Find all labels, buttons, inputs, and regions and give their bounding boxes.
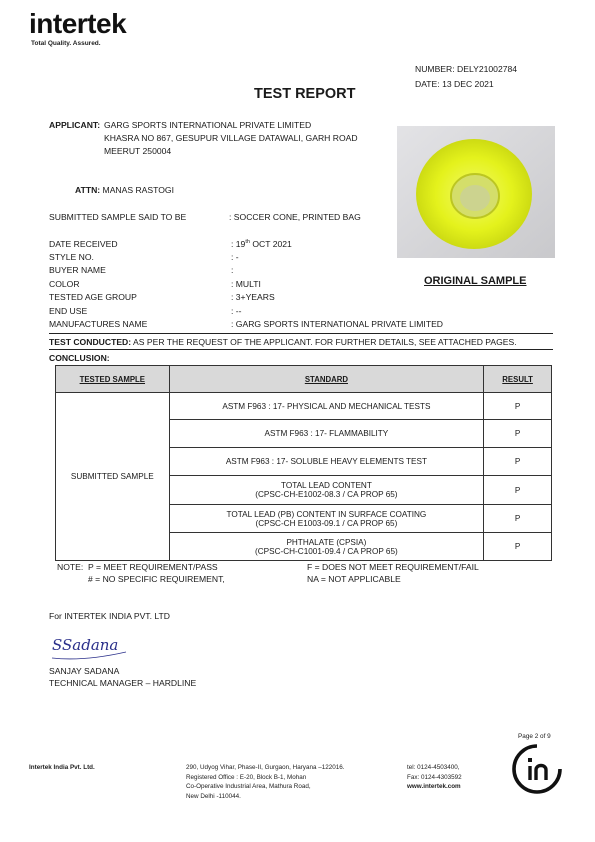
sample-name-cell: SUBMITTED SAMPLE — [56, 393, 170, 561]
sample-label: SUBMITTED SAMPLE SAID TO BE — [49, 212, 187, 222]
footer-tel: tel: 0124-4503400, — [407, 764, 460, 771]
footer-address — [186, 763, 344, 801]
result-cell: P — [484, 476, 552, 505]
applicant-line-2: KHASRA NO 867, GESUPUR VILLAGE DATAWALI, GARH ROAD — [104, 133, 358, 143]
col-standard: STANDARD — [169, 366, 484, 393]
standard-cell — [169, 533, 484, 561]
footer-address-line: Registered Office : E-20, Block B-1, Mohan — [186, 773, 307, 781]
results-table — [55, 365, 552, 561]
intertek-logo: intertek — [29, 8, 127, 39]
footer-address-line: 290, Udyog Vihar, Phase-II, Gurgaon, Haryana –122016. — [186, 764, 345, 771]
attn-value: MANAS RASTOGI — [102, 185, 175, 195]
field-value-age-group: : 3+YEARS — [231, 292, 275, 302]
col-tested-sample: TESTED SAMPLE — [56, 366, 170, 393]
field-label-buyer-name: BUYER NAME — [49, 265, 106, 275]
field-label-age-group: TESTED AGE GROUP — [49, 292, 137, 302]
date-label: DATE: — [415, 79, 440, 89]
field-value-end-use: : -- — [231, 306, 242, 316]
standard-cell — [169, 476, 484, 505]
applicant-label: APPLICANT: — [49, 120, 101, 130]
field-value-manufacturer: : GARG SPORTS INTERNATIONAL PRIVATE LIMITED — [231, 319, 444, 329]
standard-line: ASTM F963 : 17- SOLUBLE HEAVY ELEMENTS TEST — [225, 457, 427, 466]
note-pass: P = MEET REQUIREMENT/PASS — [88, 562, 218, 572]
number-label: NUMBER: — [415, 64, 455, 74]
signatory-title: TECHNICAL MANAGER – HARDLINE — [49, 678, 197, 688]
divider-bottom — [49, 349, 553, 350]
standard-line: TOTAL LEAD (PB) CONTENT IN SURFACE COATING — [226, 509, 427, 519]
standard-line: ASTM F963 : 17- PHYSICAL AND MECHANICAL TESTS — [222, 401, 431, 411]
table-row — [56, 393, 552, 420]
field-value-color: : MULTI — [231, 279, 261, 289]
intertek-circle-logo-icon — [510, 742, 564, 796]
test-conducted-text: AS PER THE REQUEST OF THE APPLICANT. FOR FURTHER DETAILS, SEE ATTACHED PAGES. — [133, 337, 517, 347]
standard-line: (CPSC-CH-E1002-08.3 / CA PROP 65) — [255, 490, 398, 499]
field-label-color: COLOR — [49, 279, 80, 289]
standard-line: PHTHALATE (CPSIA) — [286, 537, 367, 547]
standard-cell — [169, 393, 484, 420]
date-value: 13 DEC 2021 — [442, 79, 494, 89]
test-conducted-label: TEST CONDUCTED: — [49, 337, 132, 347]
signature: SSadana — [52, 636, 119, 654]
table-header-row — [56, 366, 552, 393]
field-label-end-use: END USE — [49, 306, 88, 316]
attn-label: ATTN: — [75, 185, 101, 195]
result-cell: P — [484, 505, 552, 533]
result-cell: P — [484, 448, 552, 476]
field-label-manufacturer: MANUFACTURES NAME — [49, 319, 148, 329]
footer-address-line: New Delhi -110044. — [186, 792, 241, 800]
note-fail: F = DOES NOT MEET REQUIREMENT/FAIL — [307, 562, 479, 572]
standard-line: (CPSC-CH E1003-09.1 / CA PROP 65) — [255, 518, 398, 528]
standard-line: ASTM F963 : 17- FLAMMABILITY — [264, 429, 389, 438]
divider-top — [49, 333, 553, 334]
applicant-line-1: GARG SPORTS INTERNATIONAL PRIVATE LIMITED — [104, 120, 312, 130]
conclusion-label: CONCLUSION: — [49, 353, 110, 363]
for-company: For INTERTEK INDIA PVT. LTD — [49, 611, 170, 621]
field-value-style-no: : - — [231, 252, 239, 262]
result-cell: P — [484, 533, 552, 561]
note-na: NA = NOT APPLICABLE — [307, 574, 401, 584]
note-label: NOTE: — [57, 562, 84, 572]
sample-photo — [397, 126, 555, 258]
page-number: Page 2 of 9 — [518, 733, 551, 740]
attn — [75, 185, 174, 195]
standard-cell — [169, 505, 484, 533]
applicant-line-3: MEERUT 250004 — [104, 146, 172, 156]
logo-tagline: Total Quality. Assured. — [31, 40, 101, 47]
original-sample-label: ORIGINAL SAMPLE — [424, 275, 527, 287]
footer-fax: Fax: 0124-4303592 — [407, 773, 462, 781]
signatory-name: SANJAY SADANA — [49, 666, 120, 676]
result-cell: P — [484, 393, 552, 420]
footer-contact — [407, 763, 462, 792]
standard-line: (CPSC-CH-C1001-09.4 / CA PROP 65) — [255, 546, 398, 556]
standard-cell — [169, 420, 484, 448]
col-result: RESULT — [484, 366, 552, 393]
signature-flourish — [50, 640, 130, 662]
standard-cell — [169, 448, 484, 476]
field-label-style-no: STYLE NO. — [49, 252, 94, 262]
field-label-date-received: DATE RECEIVED — [49, 239, 118, 249]
result-cell: P — [484, 420, 552, 448]
test-conducted — [49, 337, 517, 347]
report-date — [415, 79, 494, 89]
report-number — [415, 64, 517, 74]
footer-address-line: Co-Operative Industrial Area, Mathura Road, — [186, 783, 311, 790]
footer-company: Intertek India Pvt. Ltd. — [29, 764, 95, 771]
standard-line: TOTAL LEAD CONTENT — [280, 481, 372, 490]
field-value-buyer-name: : — [231, 265, 234, 275]
note-no-requirement: # = NO SPECIFIC REQUIREMENT, — [88, 574, 225, 584]
sample-value: : SOCCER CONE, PRINTED BAG — [229, 212, 361, 222]
footer-website[interactable]: www.intertek.com — [407, 783, 461, 790]
page-title: TEST REPORT — [254, 86, 356, 102]
number-value: DELY21002784 — [457, 64, 518, 74]
field-value-date-received: : 19th OCT 2021 — [231, 239, 292, 249]
